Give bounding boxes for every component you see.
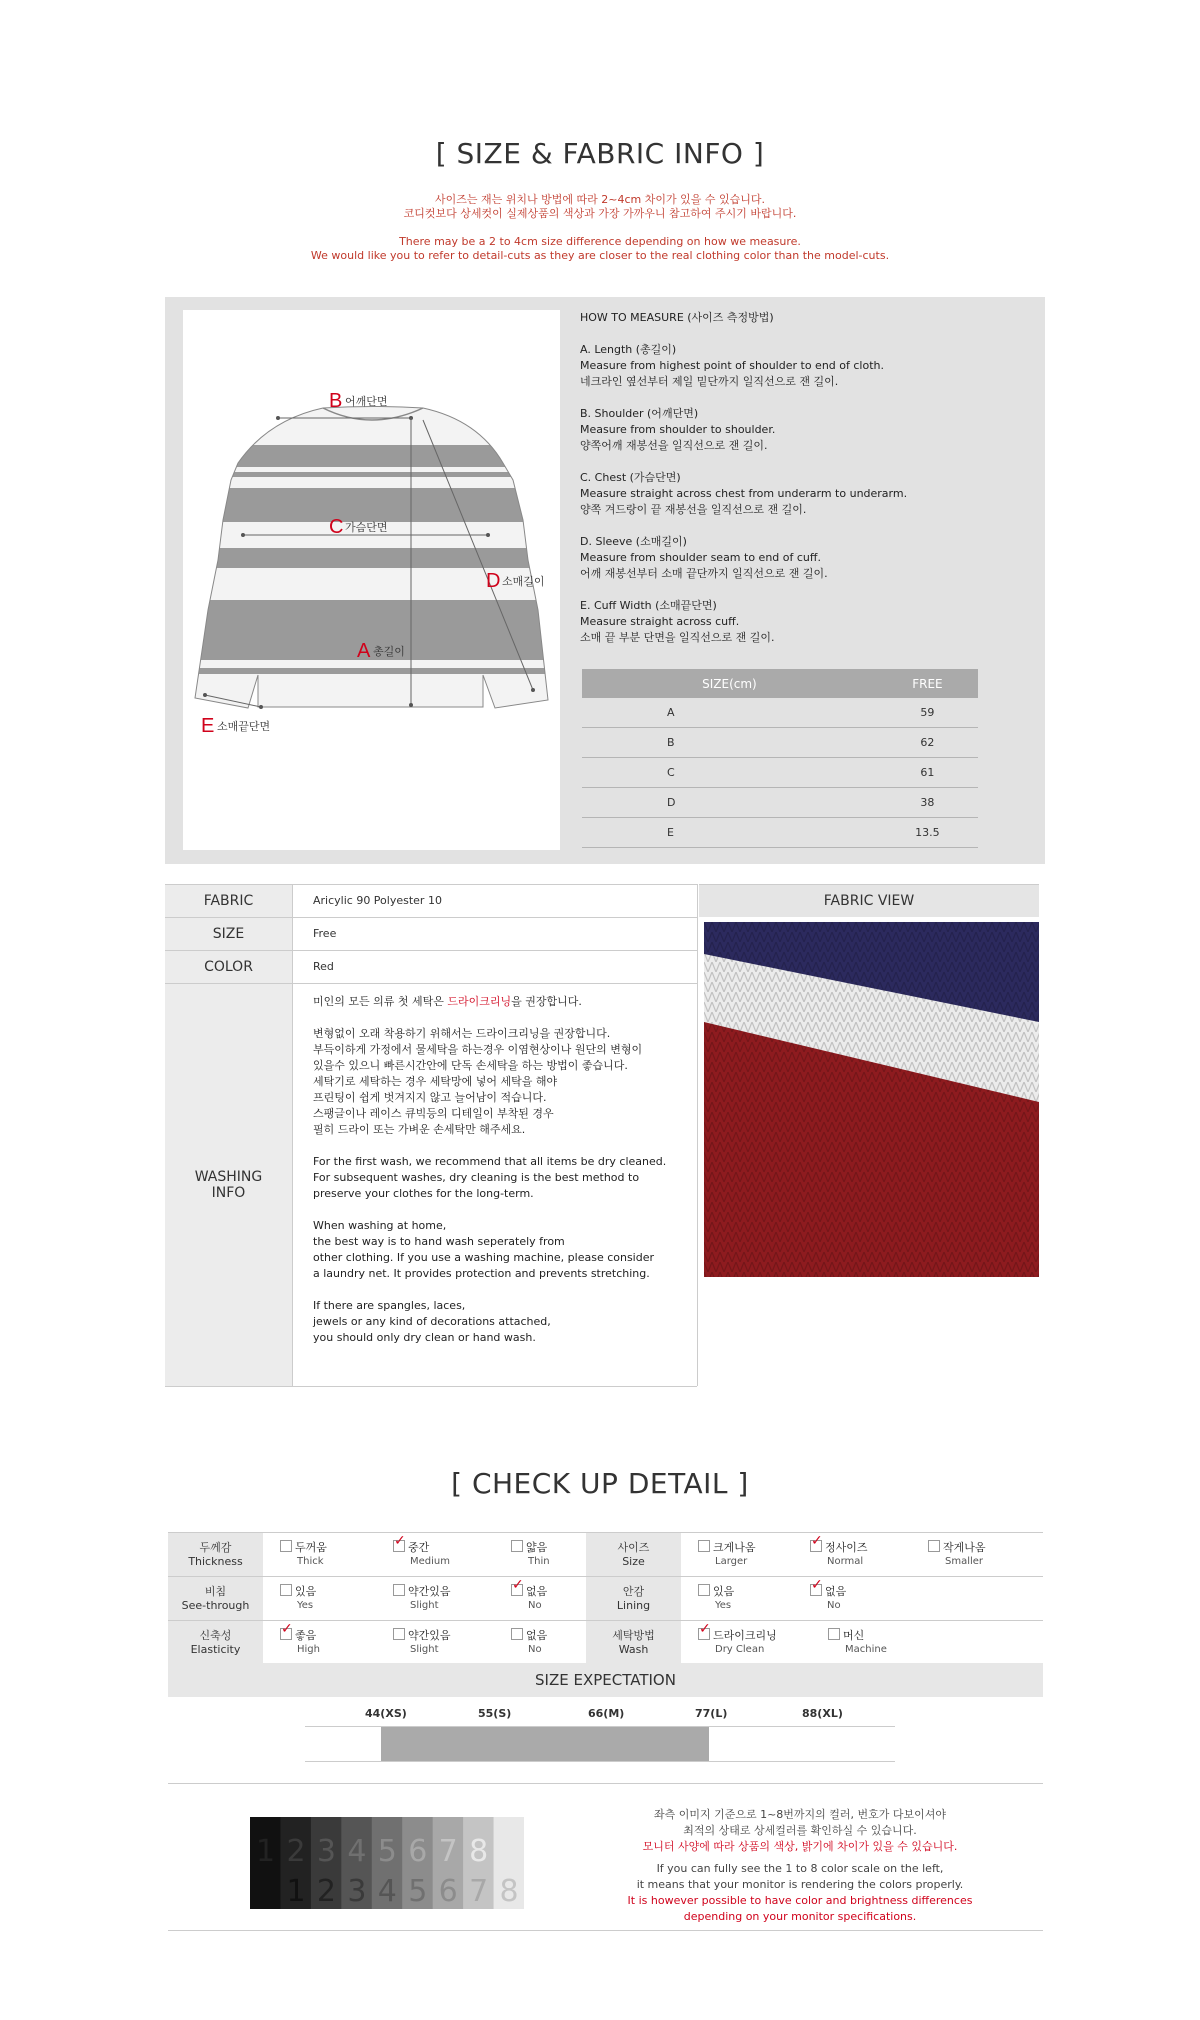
page-title: [ SIZE & FABRIC INFO ] bbox=[435, 137, 765, 170]
size-label-xs: 44(XS) bbox=[365, 1707, 407, 1720]
scale-number-bottom: 5 bbox=[408, 1874, 428, 1909]
fabric-view-header: FABRIC VIEW bbox=[699, 884, 1039, 917]
label-c-text: 가슴단면 bbox=[345, 521, 388, 534]
fabric-swatch-image bbox=[704, 922, 1039, 1277]
size-header-free: FREE bbox=[877, 669, 978, 698]
checkbox-checked[interactable] bbox=[280, 1628, 292, 1640]
label-d-letter: D bbox=[486, 570, 501, 592]
checkbox[interactable] bbox=[280, 1540, 292, 1552]
note-line-red: It is however possible to have color and brightness differences bbox=[627, 1894, 973, 1907]
notice-en-line2: We would like you to refer to detail-cuts as they are closer to the real clothing color than the model-cuts. bbox=[310, 249, 890, 262]
cat-size bbox=[586, 1533, 681, 1576]
wash-line: jewels or any kind of decorations attached, bbox=[313, 1315, 551, 1328]
size-cell: 13.5 bbox=[877, 818, 978, 848]
opt-thin[interactable] bbox=[511, 1540, 550, 1569]
size-expectation-bar bbox=[305, 1726, 895, 1762]
washing-label bbox=[165, 984, 293, 1386]
howto-en: Measure from shoulder to shoulder. bbox=[580, 423, 776, 436]
divider bbox=[168, 1930, 1043, 1931]
opt-ko: 있음 bbox=[713, 1585, 735, 1598]
checkbox[interactable] bbox=[698, 1540, 710, 1552]
wash-line: 세탁기로 세탁하는 경우 세탁망에 넣어 세탁을 해야 bbox=[313, 1075, 558, 1088]
color-row bbox=[165, 951, 697, 984]
label-b-letter: B bbox=[329, 390, 343, 412]
size-cell: 59 bbox=[877, 698, 978, 728]
check-row-3 bbox=[168, 1621, 1043, 1665]
size-cell: 38 bbox=[877, 788, 978, 818]
opt-en: Yes bbox=[715, 1600, 732, 1611]
fabric-table bbox=[165, 884, 697, 1387]
wash-ko-paragraph bbox=[313, 1026, 693, 1138]
washing-label-line2: INFO bbox=[211, 1185, 246, 1201]
label-e-letter: E bbox=[201, 715, 215, 737]
opt-en: Slight bbox=[410, 1644, 439, 1655]
wash-line: 프린팅이 쉽게 벗겨지지 않고 늘어남이 적습니다. bbox=[313, 1091, 547, 1104]
scale-number-bottom: 3 bbox=[347, 1874, 367, 1909]
checkbox[interactable] bbox=[393, 1628, 405, 1640]
note-line: If you can fully see the 1 to 8 color scale on the left, bbox=[656, 1862, 944, 1875]
wash-intro bbox=[313, 994, 693, 1010]
howto-ko: 어깨 재봉선부터 소매 끝단까지 일직선으로 잰 길이. bbox=[580, 567, 828, 580]
scale-number-top: 3 bbox=[316, 1834, 336, 1869]
divider bbox=[168, 1783, 1043, 1784]
opt-elasticity-high[interactable] bbox=[280, 1628, 320, 1657]
scale-number-bottom: 8 bbox=[499, 1874, 519, 1909]
cat-ko: 세탁방법 bbox=[612, 1628, 655, 1642]
scale-number-top: 5 bbox=[377, 1834, 397, 1869]
table-row bbox=[582, 728, 978, 758]
cat-en: Thickness bbox=[188, 1554, 243, 1568]
wash-line: When washing at home, bbox=[313, 1219, 447, 1232]
notice-ko-line1: 사이즈는 재는 위치나 방법에 따라 2~4cm 차이가 있을 수 있습니다. bbox=[435, 193, 765, 206]
wash-line: If there are spangles, laces, bbox=[313, 1299, 466, 1312]
howto-en: Measure from shoulder seam to end of cuff. bbox=[580, 551, 821, 564]
cat-ko: 두께감 bbox=[199, 1540, 232, 1554]
cat-ko: 비침 bbox=[204, 1584, 227, 1598]
opt-ko: 정사이즈 bbox=[825, 1541, 868, 1554]
howto-title: A. Length (총길이) bbox=[580, 343, 677, 356]
opt-ko: 있음 bbox=[295, 1585, 317, 1598]
howto-title: B. Shoulder (어깨단면) bbox=[580, 407, 699, 420]
opt-seethrough-yes[interactable] bbox=[280, 1584, 316, 1613]
size-header-size: SIZE(cm) bbox=[582, 669, 877, 698]
wash-en-paragraph1 bbox=[313, 1154, 693, 1202]
note-line-red: 모니터 사양에 따라 상품의 색상, 밝기에 차이가 있을 수 있습니다. bbox=[642, 1840, 958, 1853]
wash-line: 부득이하게 가정에서 물세탁을 하는경우 이염현상이나 원단의 변형이 bbox=[313, 1043, 643, 1056]
opt-elasticity-slight[interactable] bbox=[393, 1628, 451, 1657]
color-scale-image bbox=[250, 1817, 524, 1909]
wash-line: For subsequent washes, dry cleaning is the best method to bbox=[313, 1171, 640, 1184]
opt-en: Smaller bbox=[945, 1556, 984, 1567]
washing-text bbox=[313, 994, 693, 1362]
opt-smaller[interactable] bbox=[928, 1540, 986, 1569]
cat-elasticity bbox=[168, 1621, 263, 1664]
checkbox-checked[interactable] bbox=[810, 1540, 822, 1552]
note-line: 최적의 상태로 상세컬러를 확인하실 수 있습니다. bbox=[683, 1824, 917, 1837]
cat-en: Size bbox=[622, 1554, 645, 1568]
cat-en: Lining bbox=[616, 1598, 651, 1612]
opt-en: Thick bbox=[297, 1556, 324, 1567]
table-row bbox=[582, 788, 978, 818]
wash-intro-highlight: 드라이크리닝 bbox=[447, 995, 512, 1008]
table-row bbox=[582, 818, 978, 848]
scale-number-bottom: 2 bbox=[316, 1874, 336, 1909]
howto-item-b bbox=[580, 406, 1040, 454]
opt-en: Slight bbox=[410, 1600, 439, 1611]
check-title: [ CHECK UP DETAIL ] bbox=[451, 1467, 749, 1500]
opt-seethrough-slight[interactable] bbox=[393, 1584, 451, 1613]
wash-line: For the first wash, we recommend that all items be dry cleaned. bbox=[313, 1155, 667, 1168]
size-expectation-header: SIZE EXPECTATION bbox=[168, 1663, 1043, 1697]
size-value: Free bbox=[313, 927, 337, 940]
size-row bbox=[165, 918, 697, 951]
color-scale-note bbox=[560, 1807, 1040, 1925]
cat-en: See-through bbox=[181, 1598, 250, 1612]
wash-intro-pre: 미인의 모든 의류 첫 세탁은 bbox=[313, 995, 448, 1008]
color-value: Red bbox=[313, 960, 334, 973]
size-notice-en bbox=[0, 235, 1200, 263]
size-cell: C bbox=[582, 758, 877, 788]
size-notice-ko bbox=[0, 193, 1200, 221]
wash-line: the best way is to hand wash seperately from bbox=[313, 1235, 565, 1248]
checkbox-checked[interactable] bbox=[511, 1584, 523, 1596]
howto-title: E. Cuff Width (소매끝단면) bbox=[580, 599, 717, 612]
wash-line: you should only dry clean or hand wash. bbox=[313, 1331, 536, 1344]
label-e-text: 소매끝단면 bbox=[217, 720, 271, 733]
wash-line: a laundry net. It provides protection and prevents stretching. bbox=[313, 1267, 650, 1280]
opt-ko: 크게나옴 bbox=[713, 1541, 756, 1554]
opt-ko: 중간 bbox=[408, 1541, 430, 1554]
wash-line: 변형없이 오래 착용하기 위해서는 드라이크리닝을 권장합니다. bbox=[313, 1027, 611, 1040]
label-b-text: 어깨단면 bbox=[345, 395, 388, 408]
howto-item-a bbox=[580, 342, 1040, 390]
opt-ko: 작게나옴 bbox=[943, 1541, 986, 1554]
cat-lining bbox=[586, 1577, 681, 1620]
scale-number-top: 8 bbox=[469, 1834, 489, 1869]
opt-en: Yes bbox=[297, 1600, 314, 1611]
note-line-red: depending on your monitor specifications. bbox=[683, 1910, 917, 1923]
label-c-letter: C bbox=[329, 516, 344, 538]
cat-seethrough bbox=[168, 1577, 263, 1620]
size-label-l: 77(L) bbox=[695, 1707, 728, 1720]
opt-en: No bbox=[528, 1644, 542, 1655]
notice-ko-line2: 코디컷보다 상세컷이 실제상품의 색상과 가장 가까우니 참고하여 주시기 바랍니다. bbox=[403, 207, 797, 220]
label-d-text: 소매길이 bbox=[502, 575, 545, 588]
howto-heading: HOW TO MEASURE (사이즈 측정방법) bbox=[580, 311, 774, 324]
howto-en: Measure straight across chest from underarm to underarm. bbox=[580, 487, 908, 500]
note-line: it means that your monitor is rendering the colors properly. bbox=[636, 1878, 964, 1891]
size-label: SIZE bbox=[165, 918, 293, 950]
scale-number-bottom: 4 bbox=[377, 1874, 397, 1909]
color-label: COLOR bbox=[165, 951, 293, 983]
check-row-2 bbox=[168, 1577, 1043, 1621]
checkbox[interactable] bbox=[698, 1584, 710, 1596]
wash-en-paragraph3 bbox=[313, 1298, 693, 1346]
opt-en: Medium bbox=[410, 1556, 450, 1567]
check-detail-table bbox=[168, 1532, 1043, 1656]
cat-ko: 신축성 bbox=[199, 1628, 232, 1642]
opt-en: Normal bbox=[827, 1556, 864, 1567]
howto-title: D. Sleeve (소매길이) bbox=[580, 535, 687, 548]
opt-thick[interactable] bbox=[280, 1540, 327, 1569]
opt-elasticity-no[interactable] bbox=[511, 1628, 547, 1657]
opt-en: No bbox=[528, 1600, 542, 1611]
howto-en: Measure from highest point of shoulder to end of cloth. bbox=[580, 359, 884, 372]
how-to-measure bbox=[580, 310, 1040, 662]
opt-ko: 약간있음 bbox=[408, 1629, 451, 1642]
wash-line: 스팽글이나 레이스 큐빅등의 디테일이 부착된 경우 bbox=[313, 1107, 554, 1120]
cat-ko: 사이즈 bbox=[617, 1540, 650, 1554]
checkbox[interactable] bbox=[393, 1584, 405, 1596]
opt-en: Thin bbox=[528, 1556, 550, 1567]
washing-row bbox=[165, 984, 697, 1387]
opt-en: Dry Clean bbox=[715, 1644, 765, 1655]
checkbox[interactable] bbox=[511, 1540, 523, 1552]
cat-thickness bbox=[168, 1533, 263, 1576]
opt-normal[interactable] bbox=[810, 1540, 868, 1569]
size-cell: 61 bbox=[877, 758, 978, 788]
scale-number-bottom: 6 bbox=[438, 1874, 458, 1909]
scale-number-bottom: 7 bbox=[469, 1874, 489, 1909]
wash-line: other clothing. If you use a washing machine, please consider bbox=[313, 1251, 655, 1264]
check-row-1 bbox=[168, 1533, 1043, 1577]
checkbox[interactable] bbox=[928, 1540, 940, 1552]
size-cell: D bbox=[582, 788, 877, 818]
opt-medium[interactable] bbox=[393, 1540, 450, 1569]
scale-number-top: 4 bbox=[347, 1834, 367, 1869]
opt-seethrough-no[interactable] bbox=[511, 1584, 547, 1613]
scale-number-bottom: 1 bbox=[286, 1874, 306, 1909]
checkbox[interactable] bbox=[828, 1628, 840, 1640]
howto-en: Measure straight across cuff. bbox=[580, 615, 740, 628]
fabric-row bbox=[165, 885, 697, 918]
washing-label-line1: WASHING bbox=[194, 1169, 263, 1185]
opt-lining-no[interactable] bbox=[810, 1584, 846, 1613]
size-expectation-range bbox=[381, 1727, 709, 1761]
fabric-value: Aricylic 90 Polyester 10 bbox=[313, 894, 442, 907]
notice-en-line1: There may be a 2 to 4cm size difference depending on how we measure. bbox=[399, 235, 801, 248]
opt-dryclean[interactable] bbox=[698, 1628, 777, 1657]
howto-title: C. Chest (가슴단면) bbox=[580, 471, 681, 484]
size-cell: E bbox=[582, 818, 877, 848]
wash-line: preserve your clothes for the long-term. bbox=[313, 1187, 534, 1200]
opt-ko: 좋음 bbox=[295, 1629, 317, 1642]
note-line: 좌측 이미지 기준으로 1~8번까지의 컬러, 번호가 다보이셔야 bbox=[653, 1808, 947, 1821]
fabric-label: FABRIC bbox=[165, 885, 293, 917]
opt-en: No bbox=[827, 1600, 841, 1611]
opt-ko: 드라이크리닝 bbox=[713, 1629, 777, 1642]
size-cell: A bbox=[582, 698, 877, 728]
opt-ko: 없음 bbox=[825, 1585, 847, 1598]
howto-item-d bbox=[580, 534, 1040, 582]
opt-ko: 머신 bbox=[843, 1629, 865, 1642]
wash-line: 필히 드라이 또는 가벼운 손세탁만 해주세요. bbox=[313, 1123, 526, 1136]
label-a-letter: A bbox=[357, 640, 371, 662]
howto-item-e bbox=[580, 598, 1040, 646]
table-row bbox=[582, 698, 978, 728]
cat-en: Wash bbox=[618, 1642, 649, 1656]
opt-en: Machine bbox=[845, 1644, 887, 1655]
opt-machine[interactable] bbox=[828, 1628, 887, 1657]
cat-en: Elasticity bbox=[190, 1642, 241, 1656]
size-label-m: 66(M) bbox=[588, 1707, 625, 1720]
scale-number-top: 1 bbox=[256, 1834, 276, 1869]
table-row bbox=[582, 758, 978, 788]
howto-ko: 네크라인 옆선부터 제일 밑단까지 일직선으로 잰 길이. bbox=[580, 375, 839, 388]
opt-en: Larger bbox=[715, 1556, 748, 1567]
howto-ko: 양쪽어깨 재봉선을 일직선으로 잰 길이. bbox=[580, 439, 768, 452]
opt-ko: 없음 bbox=[526, 1585, 548, 1598]
wash-intro-post: 을 권장합니다. bbox=[511, 995, 582, 1008]
fabric-divider bbox=[697, 884, 698, 1386]
size-label-xl: 88(XL) bbox=[802, 1707, 843, 1720]
scale-number-top: 6 bbox=[408, 1834, 428, 1869]
opt-larger[interactable] bbox=[698, 1540, 756, 1569]
sweater-illustration bbox=[183, 310, 560, 850]
cat-wash bbox=[586, 1621, 681, 1664]
wash-en-paragraph2 bbox=[313, 1218, 693, 1282]
opt-ko: 얇음 bbox=[526, 1541, 548, 1554]
checkbox[interactable] bbox=[280, 1584, 292, 1596]
opt-ko: 없음 bbox=[526, 1629, 548, 1642]
size-table bbox=[582, 669, 978, 848]
checkbox-checked[interactable] bbox=[393, 1540, 405, 1552]
opt-en: High bbox=[297, 1644, 320, 1655]
label-a-text: 총길이 bbox=[373, 645, 405, 658]
garment-diagram bbox=[183, 310, 560, 850]
size-cell: 62 bbox=[877, 728, 978, 758]
checkbox-checked[interactable] bbox=[698, 1628, 710, 1640]
opt-ko: 약간있음 bbox=[408, 1585, 451, 1598]
checkbox-checked[interactable] bbox=[810, 1584, 822, 1596]
opt-lining-yes[interactable] bbox=[698, 1584, 734, 1613]
howto-item-c bbox=[580, 470, 1040, 518]
cat-ko: 안감 bbox=[622, 1584, 645, 1598]
howto-ko: 소매 끝 부분 단면을 일직선으로 잰 길이. bbox=[580, 631, 775, 644]
scale-number-top: 7 bbox=[438, 1834, 458, 1869]
size-cell: B bbox=[582, 728, 877, 758]
scale-number-top: 2 bbox=[286, 1834, 306, 1869]
checkbox[interactable] bbox=[511, 1628, 523, 1640]
howto-ko: 양쪽 겨드랑이 끝 재봉선을 일직선으로 잰 길이. bbox=[580, 503, 807, 516]
size-label-s: 55(S) bbox=[478, 1707, 512, 1720]
wash-line: 있을수 있으니 빠른시간안에 단독 손세탁을 하는 방법이 좋습니다. bbox=[313, 1059, 628, 1072]
opt-ko: 두꺼움 bbox=[295, 1541, 327, 1554]
